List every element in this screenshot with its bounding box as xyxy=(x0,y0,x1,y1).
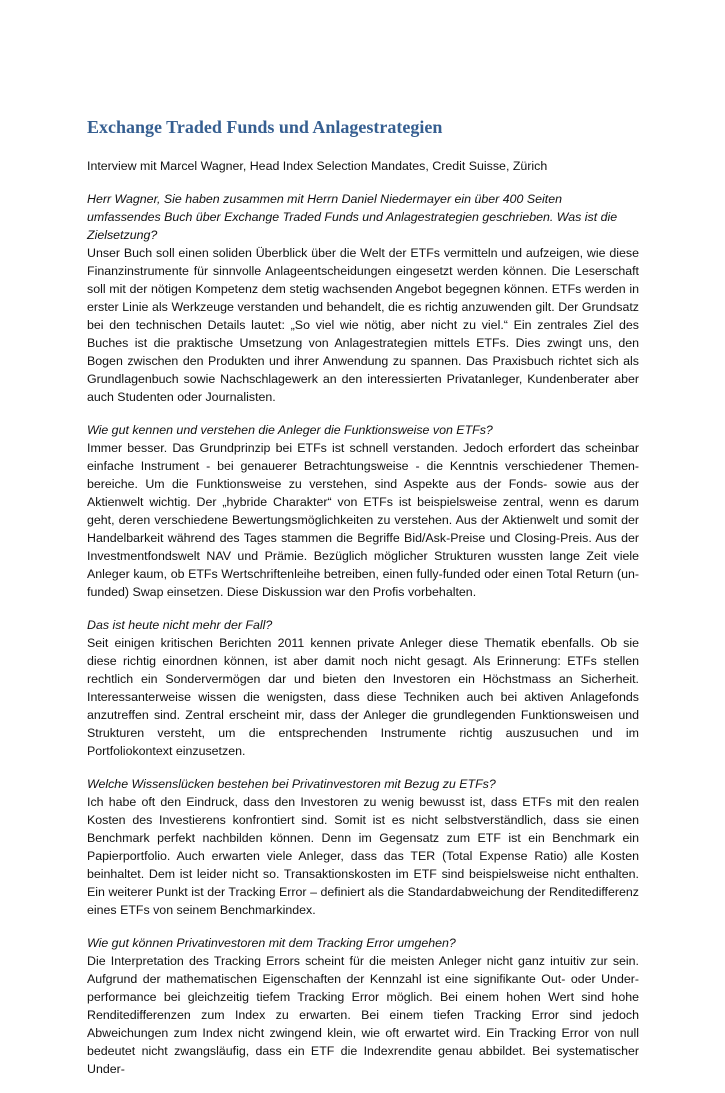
interview-question: Das ist heute nicht mehr der Fall? xyxy=(87,618,273,632)
interview-answer: Unser Buch soll einen soliden Überblick über die Welt der ETFs vermitteln und aufzeigen, wie diese Finanzinstrumente für sinnvolle Anlageentscheidungen eingesetzt werden können. Die Leserschaft soll mit der nötigen Kompetenz dem stetig wachsenden Angebot begegnen können. ETFs werden in erster Linie als Werkzeuge verstanden und behandelt, die es richtig anzuwenden gilt. Der Grundsatz bei den technischen Details lautet: „So viel wie nötig, aber nicht zu viel.“ Ein zentrales Ziel des Buches ist die praktische Umsetzung von Anlagestrategien mittels ETFs. Dies zwingt uns, den Bogen zwischen den Produkten und ihrer Anwendung zu spannen. Das Praxisbuch richtet sich als Grundlagenbuch sowie Nachschlagewerk an den interessierten Privatanleger, Kundenberater aber auch Studenten oder Journalisten. xyxy=(87,246,639,404)
document-body xyxy=(87,112,639,1093)
qa-section xyxy=(87,934,639,1078)
interview-question: Wie gut kennen und verstehen die Anleger die Funktionsweise von ETFs? xyxy=(87,423,493,437)
document-title: Exchange Traded Funds und Anlagestrategien xyxy=(87,117,443,137)
qa-section xyxy=(87,775,639,919)
interview-answer: Immer besser. Das Grundprinzip bei ETFs ist schnell verstanden. Jedoch erfordert das scheinbar einfache Instrument - bei genauerer Betrachtungsweise - die Kenntnis verschiedener Themen-bereiche. Um die Funktionsweise zu verstehen, sind Aspekte aus der Fonds- sowie aus der Aktienwelt wichtig. Der „hybride Charakter“ von ETFs ist beispielsweise zentral, wenn es darum geht, deren verschiedene Bewertungsmöglichkeiten zu verstehen. Aus der Aktienwelt und somit der Handelbarkeit während des Tages stammen die Begriffe Bid/Ask-Preise und Closing-Preis. Aus der Investmentfondswelt NAV und Prämie. Bezüglich möglicher Strukturen wussten lange Zeit viele Anleger kaum, ob ETFs Wertschriftenleihe betreiben, einen fully-funded oder einen Total Return (un-funded) Swap einsetzen. Diese Diskussion war den Profis vorbehalten. xyxy=(87,441,639,599)
interview-question: Herr Wagner, Sie haben zusammen mit Herrn Daniel Niedermayer ein über 400 Seiten umfassendes Buch über Exchange Traded Funds und Anlagestrategien geschrieben. Was ist die Zielsetzung? xyxy=(87,192,618,242)
interview-question: Wie gut können Privatinvestoren mit dem Tracking Error umgehen? xyxy=(87,936,456,950)
interview-answer: Die Interpretation des Tracking Errors scheint für die meisten Anleger nicht ganz intuitiv zur sein. Aufgrund der mathematischen Eigenschaften der Kennzahl ist eine signifikante Out- oder Under-performance bei gleichzeitig tiefem Tracking Error möglich. Bei einem hohen Wert sind hohe Renditedifferenzen zum Index zu erwarten. Bei einem tiefen Tracking Error sind jedoch Abweichungen zum Index nicht zwingend klein, wie oft erwartet wird. Ein Tracking Error von null bedeutet nicht zwangsläufig, dass ein ETF die Indexrendite genau abbildet. Bei systematischer Under- xyxy=(87,954,639,1076)
qa-section xyxy=(87,421,639,601)
interview-answer: Ich habe oft den Eindruck, dass den Investoren zu wenig bewusst ist, dass ETFs mit den realen Kosten des Investierens konfrontiert sind. Somit ist es nicht selbstverständlich, dass sie einen Benchmark perfekt nachbilden können. Denn im Gegensatz zum ETF ist ein Benchmark ein Papierportfolio. Auch erwarten viele Anleger, dass das TER (Total Expense Ratio) alle Kosten beinhaltet. Dem ist leider nicht so. Transaktionskosten im ETF sind beispielsweise nicht enthalten. Ein weiterer Punkt ist der Tracking Error – definiert als die Standardabweichung der Renditedifferenz eines ETFs von seinem Benchmarkindex. xyxy=(87,795,639,917)
interview-answer: Seit einigen kritischen Berichten 2011 kennen private Anleger diese Thematik ebenfalls. Ob sie diese richtig einordnen können, ist aber damit noch nicht gesagt. Als Erinnerung: ETFs stellen rechtlich ein Sondervermögen dar und bieten den Investoren ein Höchstmass an Sicherheit. Interessanterweise wissen die wenigsten, dass diese Techniken auch bei aktiven Anlagefonds anzutreffen sind. Zentral erscheint mir, dass der Anleger die grundlegenden Funktionsweisen und Strukturen versteht, um die entsprechenden Instrumente richtig auszusuchen und im Portfoliokontext einzusetzen. xyxy=(87,636,639,758)
qa-section xyxy=(87,190,639,406)
interview-intro: Interview mit Marcel Wagner, Head Index Selection Mandates, Credit Suisse, Zürich xyxy=(87,159,548,173)
interview-question: Welche Wissenslücken bestehen bei Privatinvestoren mit Bezug zu ETFs? xyxy=(87,777,496,791)
qa-section xyxy=(87,616,639,760)
